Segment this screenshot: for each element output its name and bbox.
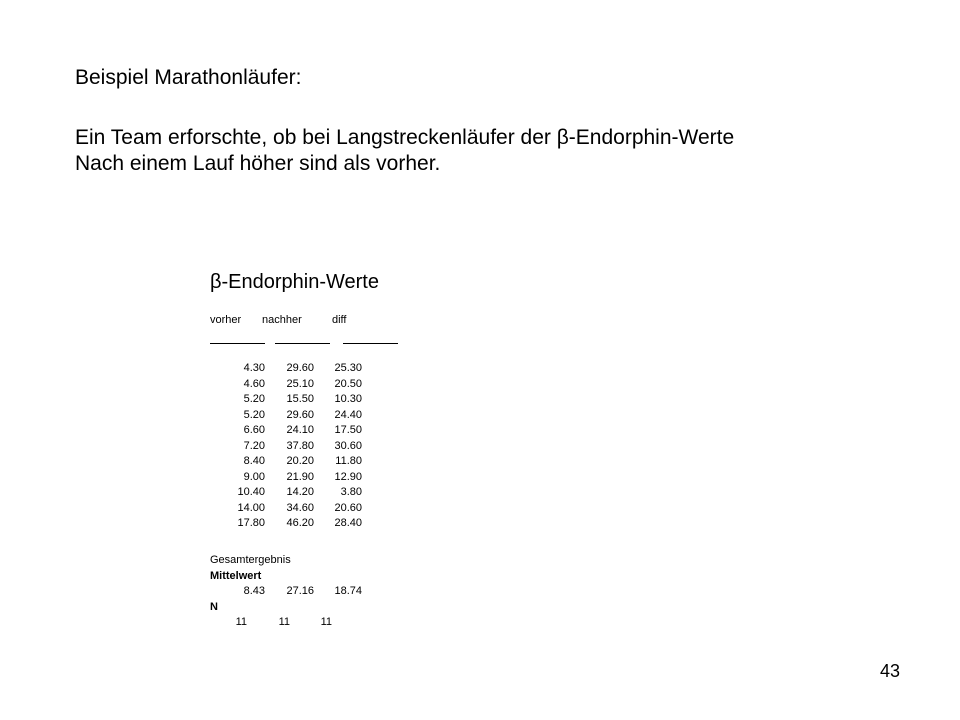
cell-diff: 12.90	[334, 470, 362, 483]
column-header-diff: diff	[332, 314, 347, 326]
column-header-vorher: vorher	[210, 314, 242, 326]
table-summary	[210, 553, 362, 631]
n-diff: 11	[320, 616, 332, 628]
description-line-1: Ein Team erforschte, ob bei Langstreckenläufer der β-Endorphin-Werte	[75, 126, 735, 149]
cell-diff: 20.60	[334, 501, 362, 514]
n-label: N	[210, 600, 218, 613]
cell-vorher: 4.30	[243, 362, 265, 374]
cell-vorher: 7.20	[243, 439, 265, 452]
cell-diff: 28.40	[334, 517, 362, 529]
header-rule	[343, 343, 398, 344]
header-rule	[275, 343, 330, 344]
cell-vorher: 10.40	[237, 486, 265, 498]
slide-heading: Beispiel Marathonläufer:	[75, 66, 302, 89]
cell-vorher: 4.60	[243, 377, 265, 390]
cell-diff: 10.30	[334, 393, 362, 405]
cell-nachher: 34.60	[286, 501, 314, 514]
cell-vorher: 14.00	[237, 501, 265, 514]
mean-nachher: 27.16	[286, 585, 314, 597]
n-vorher: 11	[235, 616, 247, 628]
cell-nachher: 37.80	[286, 439, 314, 452]
mean-diff: 18.74	[334, 585, 362, 597]
page-number: 43	[880, 661, 901, 681]
cell-diff: 25.30	[334, 362, 362, 374]
mean-label: Mittelwert	[210, 569, 262, 582]
cell-nachher: 14.20	[286, 486, 314, 498]
cell-nachher: 15.50	[286, 393, 314, 405]
cell-vorher: 6.60	[243, 424, 265, 436]
cell-nachher: 20.20	[286, 455, 314, 467]
endorphin-table	[210, 270, 379, 628]
cell-nachher: 24.10	[286, 424, 314, 436]
cell-diff: 17.50	[334, 424, 362, 436]
n-row	[210, 615, 332, 631]
cell-vorher: 5.20	[243, 393, 265, 405]
header-rule	[210, 343, 265, 344]
column-header-nachher: nachher	[262, 314, 302, 326]
cell-vorher: 17.80	[237, 517, 265, 529]
summary-label: Gesamtergebnis	[210, 554, 291, 566]
cell-diff: 3.80	[340, 486, 362, 498]
cell-nachher: 21.90	[286, 470, 314, 483]
cell-nachher: 25.10	[286, 377, 314, 390]
cell-nachher: 29.60	[286, 362, 314, 374]
cell-diff: 11.80	[335, 455, 362, 467]
cell-vorher: 5.20	[243, 408, 265, 421]
cell-diff: 20.50	[334, 377, 362, 390]
cell-nachher: 29.60	[286, 408, 314, 421]
cell-diff: 24.40	[334, 408, 362, 421]
cell-diff: 30.60	[334, 439, 362, 452]
n-nachher: 11	[278, 616, 290, 628]
description-line-2: Nach einem Lauf höher sind als vorher.	[75, 152, 441, 175]
mean-vorher: 8.43	[243, 585, 265, 597]
cell-vorher: 8.40	[243, 455, 265, 467]
table-title: β-Endorphin-Werte	[210, 271, 379, 293]
mean-row	[210, 584, 362, 600]
cell-vorher: 9.00	[243, 470, 265, 483]
cell-nachher: 46.20	[286, 517, 314, 529]
